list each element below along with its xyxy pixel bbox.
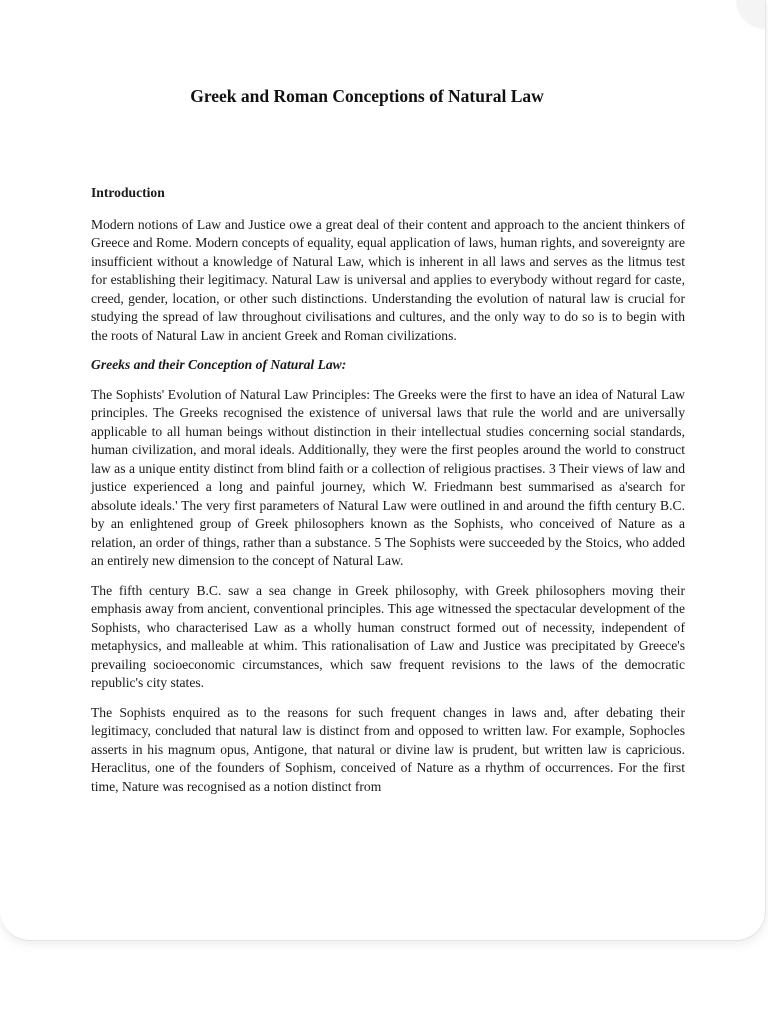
page-corner [705, 0, 765, 60]
paragraph-sophists-evolution: The Sophists' Evolution of Natural Law Principles: The Greeks were the first to have an idea of Natural Law principles. The Greeks recognised the existence of universal laws that rule the world and are universally applicable to all human beings without distinction in their intellectual studies concerning social standards, human civilization, and moral ideals. Additionally, they were the first peoples around the world to construct law as a unique entity distinct from blind faith or a collection of religious practises. 3 Their views of law and justice experienced a long and painful journey, which W. Friedmann best summarised as a'search for absolute ideals.' The very first parameters of Natural Law were outlined in and around the fifth century B.C. by an enlightened group of Greek philosophers known as the Sophists, who conceived of Nature as a relation, an order of things, rather than a substance. 5 The Sophists were succeeded by the Stoics, who added an entirely new dimension to the concept of Natural Law. [91, 386, 685, 568]
section-heading-introduction: Introduction [91, 185, 165, 200]
paragraph-fifth-century: The fifth century B.C. saw a sea change in Greek philosophy, with Greek philosophers moving their emphasis away from ancient, conventional principles. This age witnessed the spectacular development of the Sophists, who characterised Law as a wholly human construct formed out of necessity, independent of metaphysics, and malleable at whim. This rationalisation of Law and Justice was precipitated by Greece's prevailing socioeconomic circumstances, which saw frequent revisions to the laws of the democratic republic's city states. [91, 582, 685, 690]
paragraph-sophists-enquiry: The Sophists enquired as to the reasons for such frequent changes in laws and, after debating their legitimacy, concluded that natural law is distinct from and opposed to written law. For example, Sophocles asserts in his magnum opus, Antigone, that natural or divine law is prudent, but written law is capricious. Heraclitus, one of the founders of Sophism, conceived of Nature as a rhythm of occurrences. For the first time, Nature was recognised as a notion distinct from [91, 704, 685, 794]
section-subheading-greeks: Greeks and their Conception of Natural Law: [91, 357, 347, 372]
document-body [91, 184, 685, 807]
intro-paragraph: Modern notions of Law and Justice owe a great deal of their content and approach to the ancient thinkers of Greece and Rome. Modern concepts of equality, equal application of laws, human rights, and sovereignty are insufficient without a knowledge of Natural Law, which is inherent in all laws and serves as the litmus test for establishing their legitimacy. Natural Law is universal and applies to everybody without regard for caste, creed, gender, location, or other such distinctions. Understanding the evolution of natural law is crucial for studying the spread of law throughout civilisations and cultures, and the only way to do so is to begin with the roots of Natural Law in ancient Greek and Roman civilizations. [91, 216, 685, 343]
document-title: Greek and Roman Conceptions of Natural Law [190, 86, 544, 106]
